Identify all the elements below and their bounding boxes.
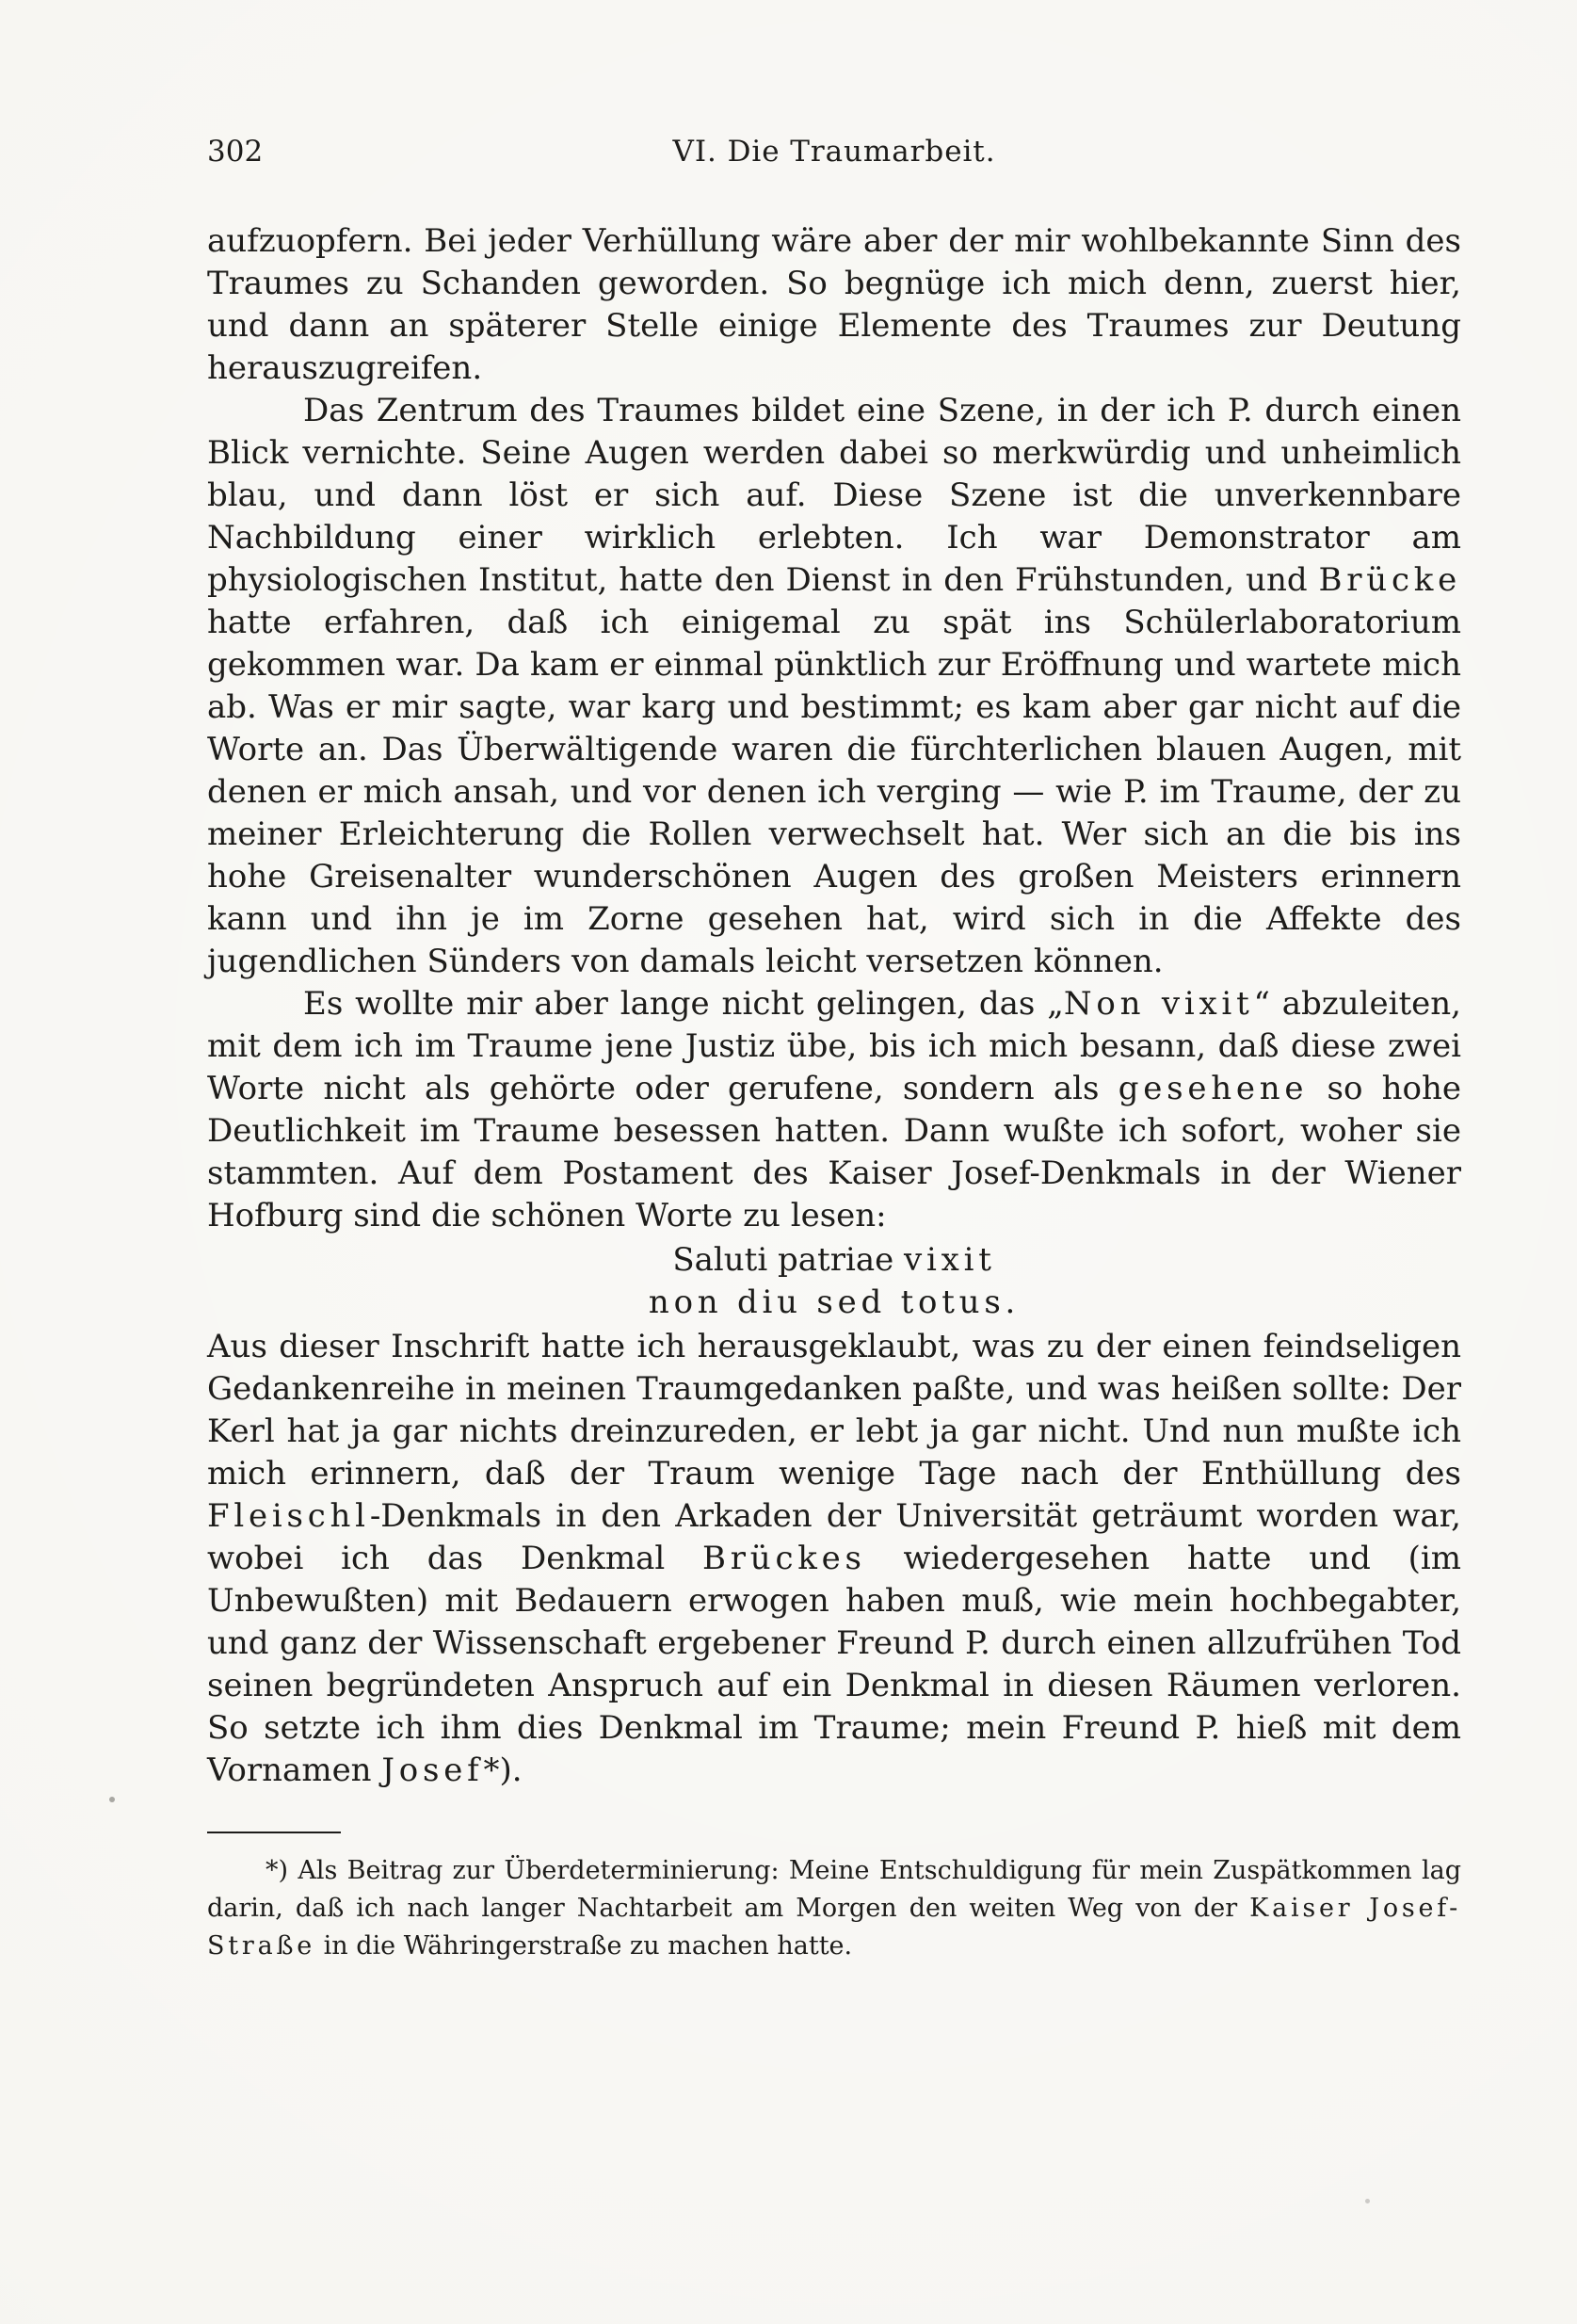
paragraph xyxy=(207,390,1461,983)
text-run: hatte erfahren, daß ich einigemal zu spät ins Schülerlaboratorium gekommen war. Da kam er einmal pünktlich zur Eröffnung und wartete mich ab. Was er mir sagte, war karg und bestimmt; es kam aber gar nicht auf die Worte an. Das Überwältigende waren die fürchterlichen blauen Augen, mit denen er mich ansah, und vor denen ich verging — wie P. im Traume, der zu meiner Erleichterung die Rollen verwechselt hat. Wer sich an die bis ins hohe Greisenalter wunderschönen Augen des großen Meisters erinnern kann und ihn je im Zorne gesehen hat, wird sich in die Affekte des jugendlichen Sünders von damals leicht versetzen können. xyxy=(207,604,1461,980)
letterspaced-text: gesehene xyxy=(1118,1070,1309,1107)
text-run: *) Als Beitrag zur Überdeterminierung: Meine Entschuldigung für mein Zuspätkommen lag darin, daß ich nach langer Nachtarbeit am Morgen den weiten Weg von der xyxy=(207,1856,1461,1923)
verse-line xyxy=(207,1282,1461,1324)
verse-line xyxy=(207,1239,1461,1282)
text-run: *). xyxy=(483,1751,523,1789)
text-run: Es wollte mir aber lange nicht gelingen, das „ xyxy=(303,985,1064,1023)
paragraph xyxy=(207,1326,1461,1792)
footnote-text xyxy=(207,1852,1461,1965)
verse xyxy=(207,1239,1461,1324)
text-run: so hohe Deutlichkeit im Traume besessen hatten. Dann wußte ich sofort, woher sie stammten. Auf dem Postament des Kaiser Josef-Denkmals in der Wiener Hofburg sind die schönen Worte zu lesen: xyxy=(207,1070,1462,1235)
letterspaced-text: vixit xyxy=(904,1241,996,1279)
page-header xyxy=(207,130,1461,173)
text-run: Saluti patriae xyxy=(672,1241,905,1279)
page-content xyxy=(207,130,1461,1965)
body-paragraphs xyxy=(207,220,1461,1792)
paragraph xyxy=(207,983,1461,1237)
text-run: in die Währingerstraße zu machen hatte. xyxy=(315,1931,853,1961)
letterspaced-text: Brückes xyxy=(702,1540,866,1577)
letterspaced-text: non diu sed totus. xyxy=(648,1283,1021,1321)
text-run: wiedergesehen hatte und (im Unbewußten) mit Bedauern erwogen haben muß, wie mein hochbegabter, und ganz der Wissenschaft ergebener Freund P. durch einen allzufrühen Tod seinen begründeten Anspruch auf ein Denkmal in diesen Räumen verloren. So setzte ich ihm dies Denkmal im Traume; mein Freund P. hieß mit dem Vornamen xyxy=(207,1540,1461,1789)
letterspaced-text: Kaiser Josef-Straße xyxy=(207,1894,1461,1961)
text-run: Das Zentrum des Traumes bildet eine Szene, in der ich P. durch einen Blick vernichte. Seine Augen werden dabei so merkwürdig und unheimlich blau, und dann löst er sich auf. Diese Szene ist die unverkennbare Nachbildung einer wirklich erlebten. Ich war Demonstrator am physiologischen Institut, hatte den Dienst in den Frühstunden, und xyxy=(207,392,1461,599)
scan-artifact xyxy=(1365,2199,1370,2203)
footnote-separator xyxy=(207,1832,341,1833)
scan-artifact xyxy=(109,1797,115,1802)
letterspaced-text: Brücke xyxy=(1318,561,1461,599)
text-run: “ abzuleiten, mit dem ich im Traume jene Justiz übe, bis ich mich besann, daß diese zwei Worte nicht als gehörte oder gerufene, sondern als xyxy=(207,985,1461,1107)
letterspaced-text: Non vixit xyxy=(1063,985,1254,1023)
page-number: 302 xyxy=(207,135,264,169)
letterspaced-text: Josef xyxy=(381,1751,484,1789)
running-head: VI. Die Traumarbeit. xyxy=(672,135,996,169)
text-run: -Denkmals in den Arkaden der Universität geträumt worden war, wobei ich das Denkmal xyxy=(207,1497,1461,1577)
text-run: aufzuopfern. Bei jeder Verhüllung wäre aber der mir wohlbekannte Sinn des Traumes zu Schanden geworden. So begnüge ich mich denn, zuerst hier, und dann an späterer Stelle einige Elemente des Traumes zur Deutung herauszugreifen. xyxy=(207,222,1461,387)
letterspaced-text: Fleischl xyxy=(207,1497,370,1535)
text-run: Aus dieser Inschrift hatte ich herausgeklaubt, was zu der einen feindseligen Gedankenreihe in meinen Traumgedanken paßte, und was heißen sollte: Der Kerl hat ja gar nichts dreinzureden, er lebt ja gar nicht. Und nun mußte ich mich erinnern, daß der Traum wenige Tage nach der Enthüllung des xyxy=(207,1328,1461,1493)
paragraph xyxy=(207,220,1461,390)
